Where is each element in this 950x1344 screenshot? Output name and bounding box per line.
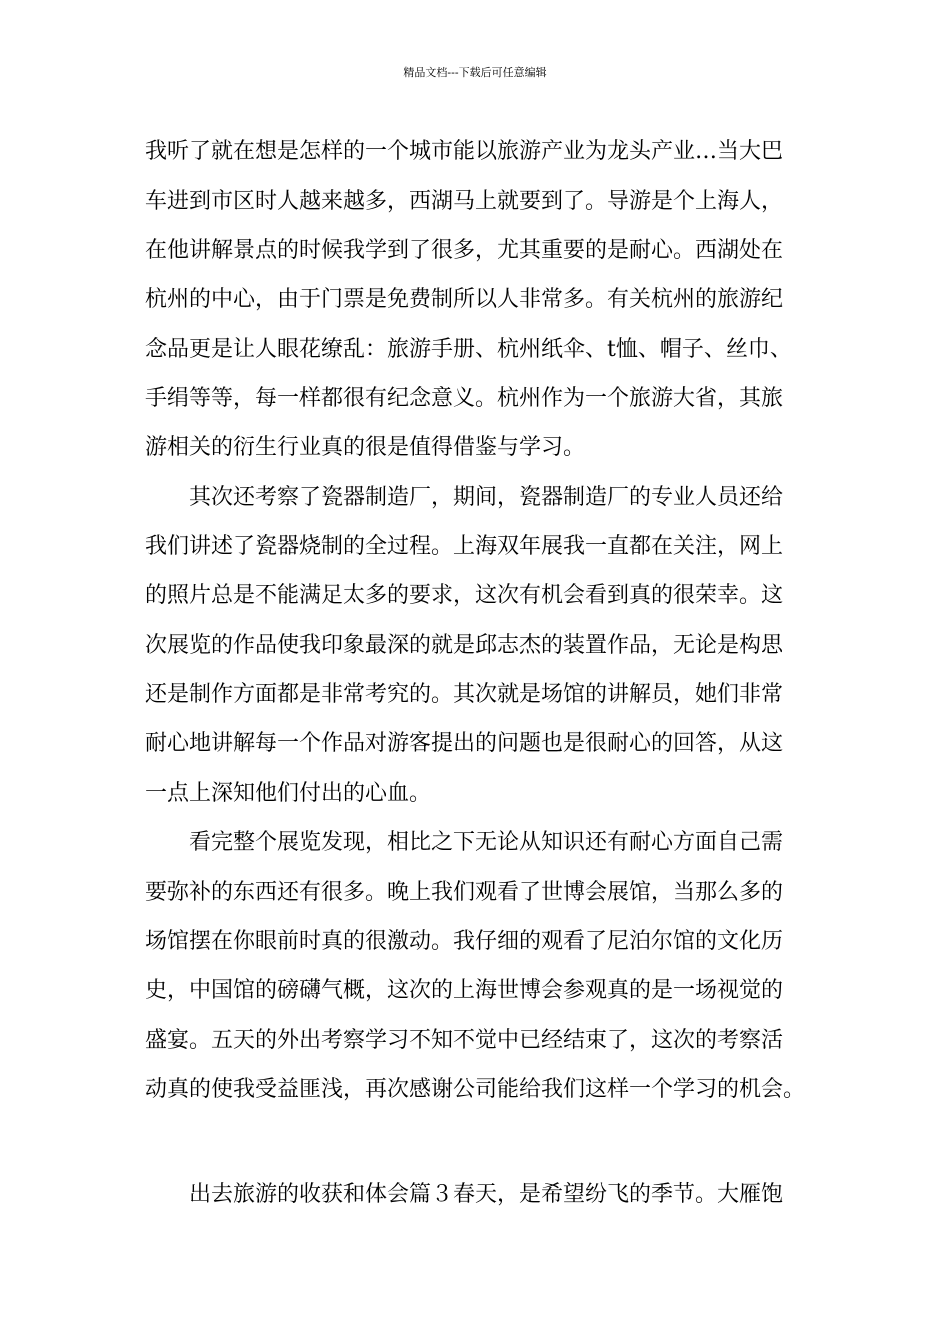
text-line: 在他讲解景点的时候我学到了很多，尤其重要的是耐心。西湖处在 bbox=[145, 238, 784, 263]
text-line: 场馆摆在你眼前时真的很激动。我仔细的观看了尼泊尔馆的文化历 bbox=[145, 929, 784, 954]
text-line: 其次还考察了瓷器制造厂，期间，瓷器制造厂的专业人员还给 bbox=[145, 485, 784, 510]
text-line: 一点上深知他们付出的心血。 bbox=[145, 781, 432, 806]
text-line: 念品更是让人眼花缭乱：旅游手册、杭州纸伞、t恤、帽子、丝巾、 bbox=[145, 337, 792, 362]
text-line: 看完整个展览发现，相比之下无论从知识还有耐心方面自己需 bbox=[145, 830, 784, 855]
text-line: 史，中国馆的磅礴气概，这次的上海世博会参观真的是一场视觉的 bbox=[145, 978, 784, 1003]
text-line: 盛宴。五天的外出考察学习不知不觉中已经结束了，这次的考察活 bbox=[145, 1028, 784, 1053]
text-line: 我听了就在想是怎样的一个城市能以旅游产业为龙头产业…当大巴 bbox=[145, 139, 784, 164]
text-line: 还是制作方面都是非常考究的。其次就是场馆的讲解员，她们非常 bbox=[145, 682, 784, 707]
text-line: 游相关的衍生行业真的很是值得借鉴与学习。 bbox=[145, 435, 586, 460]
text-line: 动真的使我受益匪浅，再次感谢公司能给我们这样一个学习的机会。 bbox=[145, 1077, 806, 1102]
text-line: 耐心地讲解每一个作品对游客提出的问题也是很耐心的回答，从这 bbox=[145, 731, 784, 756]
text-line: 的照片总是不能满足太多的要求，这次有机会看到真的很荣幸。这 bbox=[145, 583, 784, 608]
text-line: 手绢等等，每一样都很有纪念意义。杭州作为一个旅游大省，其旅 bbox=[145, 386, 784, 411]
text-line: 我们讲述了瓷器烧制的全过程。上海双年展我一直都在关注，网上 bbox=[145, 534, 784, 559]
page-header: 精品文档---下载后可任意编辑 bbox=[403, 66, 547, 79]
text-line: 车进到市区时人越来越多，西湖马上就要到了。导游是个上海人， bbox=[145, 189, 784, 214]
text-line: 杭州的中心，由于门票是免费制所以人非常多。有关杭州的旅游纪 bbox=[145, 287, 784, 312]
text-line: 出去旅游的收获和体会篇３春天，是希望纷飞的季节。大雁饱 bbox=[145, 1182, 784, 1207]
text-line: 次展览的作品使我印象最深的就是邱志杰的装置作品，无论是构思 bbox=[145, 633, 784, 658]
text-line: 要弥补的东西还有很多。晚上我们观看了世博会展馆，当那么多的 bbox=[145, 880, 784, 905]
